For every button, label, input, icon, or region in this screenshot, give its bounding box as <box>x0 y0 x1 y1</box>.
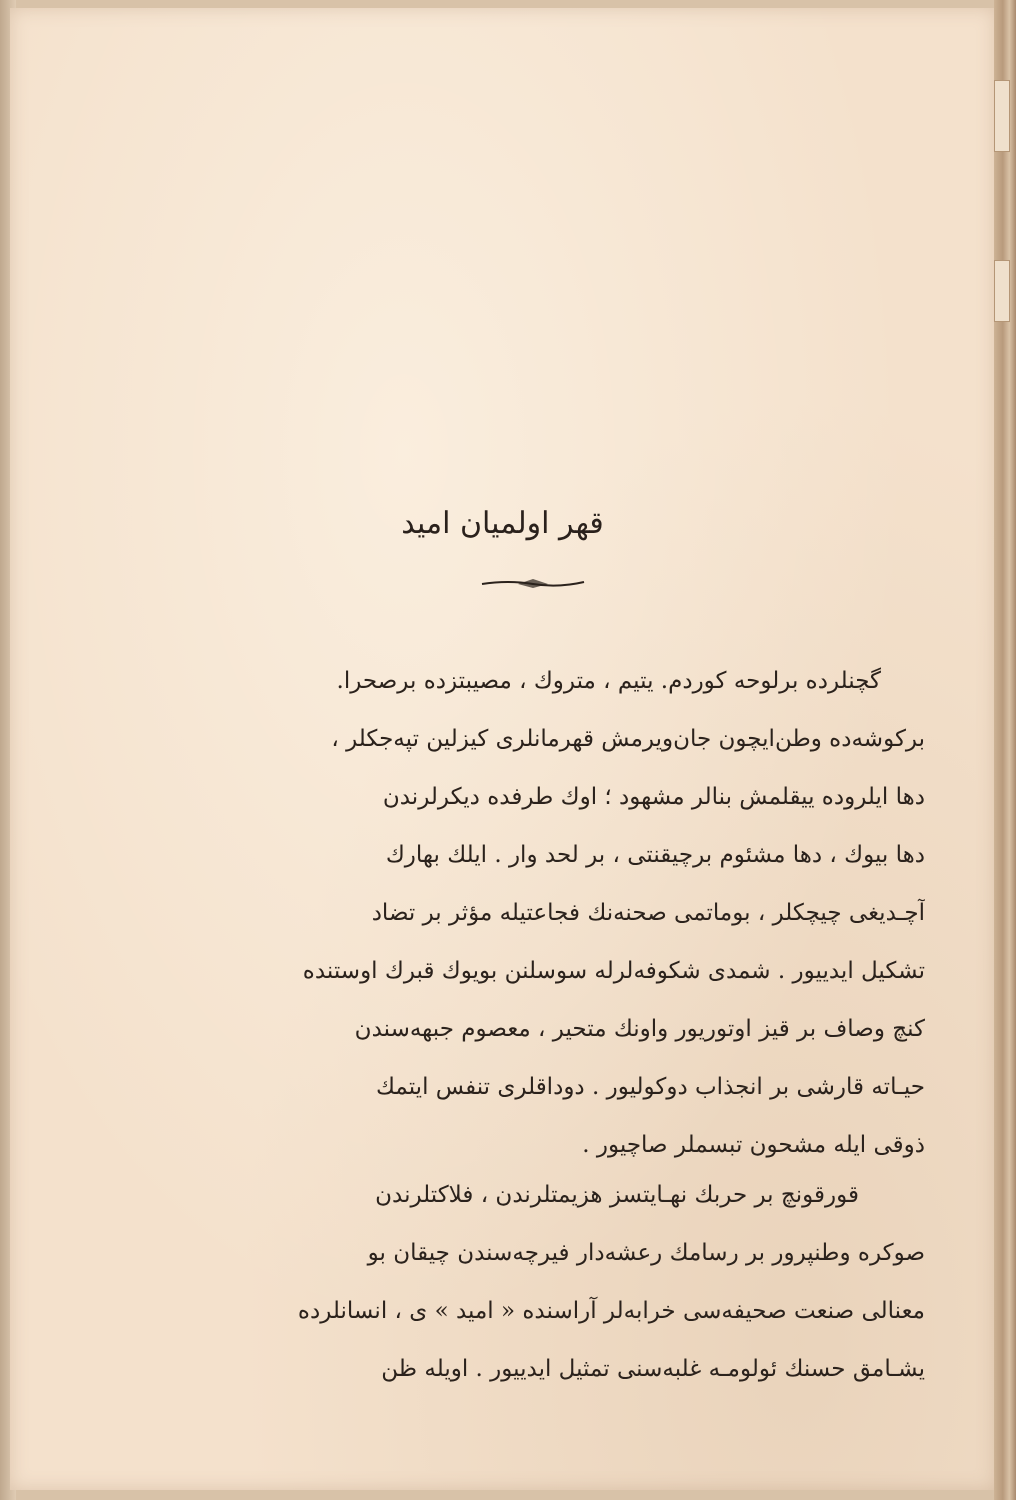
text-line: برکوشه‌ده وطن‌ایچون جان‌ویرمش قهرمانلری کیزلین تپه‌جکلر ، <box>331 726 925 752</box>
book-page-edge <box>994 0 1016 1500</box>
text-line: حیـاته قارشی بر انجذاب دوکولیور . دوداقلری تنفس ایتمك <box>376 1074 925 1100</box>
text-line: گچنلرده برلوحه کوردم. یتیم ، متروك ، مصیبتزده برصحرا. <box>336 668 881 694</box>
title-ornament-divider <box>478 576 588 590</box>
text-line: دها ایلروده ییقلمش بنالر مشهود ؛ اوك طرفده دیکرلرندن <box>382 784 925 810</box>
text-line: دها بیوك ، دها مشئوم برچیقنتی ، بر لحد وار . ایلك بهارك <box>385 842 925 868</box>
book-page <box>10 8 996 1490</box>
text-line: کنچ وصاف بر قیز اوتوریور واونك متحیر ، معصوم جبهه‌سندن <box>354 1016 925 1042</box>
paragraph-1 <box>180 652 925 1174</box>
text-line: تشکیل ایدییور . شمدی شکوفه‌لرله سوسلنن بویوك قبرك اوستنده <box>302 958 925 984</box>
text-line: ذوقی ایله مشحون تبسملر صاچیور . <box>582 1132 925 1158</box>
paragraph-2 <box>180 1166 925 1398</box>
page-edge-tab <box>994 260 1010 322</box>
text-line: قورقونچ بر حربك نهـایتسز هزیمتلرندن ، فلاکتلرندن <box>375 1182 859 1208</box>
page-content <box>10 8 995 1490</box>
chapter-title: قهر اولمیان امید <box>401 506 604 541</box>
text-line: یشـامق حسنك ئولومـه غلبه‌سنی تمثیل ایدییور . اویله ظن <box>381 1356 925 1382</box>
text-line: صوکره وطنپرور بر رسامك رعشه‌دار فیرچه‌سندن چیقان بو <box>367 1240 925 1266</box>
text-line: معنالی صنعت صحیفه‌سی خرابه‌لر آراسنده « امید » ی ، انسانلرده <box>297 1298 925 1324</box>
text-line: آچـدیغی چیچکلر ، بوماتمی صحنه‌نك فجاعتیله مؤثر بر تضاد <box>371 900 925 926</box>
page-edge-tab <box>994 80 1010 152</box>
